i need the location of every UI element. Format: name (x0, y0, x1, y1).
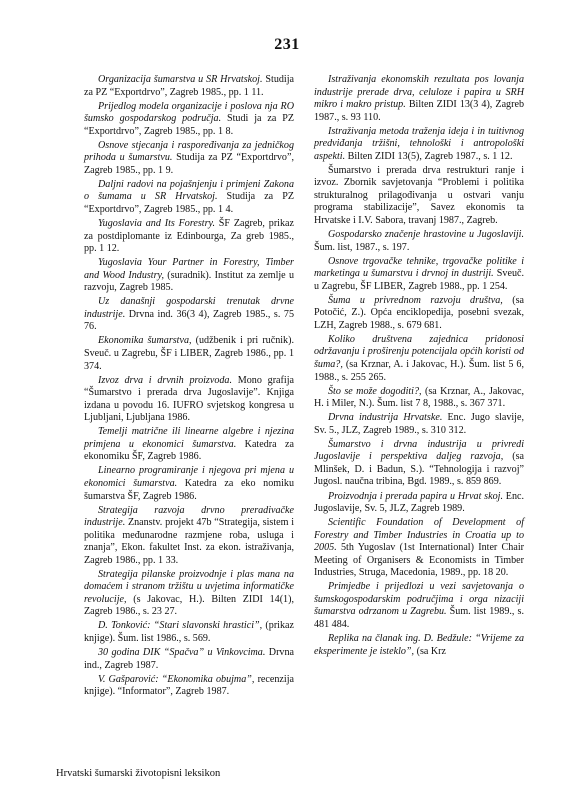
entry-title: Daljni radovi na pojašnjenju i primjeni Zakona o šumama u SR Hrvatskoj. (84, 178, 294, 203)
entry-title: Yugoslavia and Its Forestry. (98, 218, 215, 230)
bibliography-entry (314, 581, 524, 631)
entry-title: Primjedbe i prijedlozi u vezi savjetovanja o šumskogospodarskim područjima i orga nizaciji šumarstva odrzanom u Zagrebu. (314, 581, 524, 618)
entry-details: Drvna ind., Zagreb 1987. (84, 647, 295, 671)
entry-title: Proizvodnja i prerada papira u Hrvat skoj. (328, 490, 503, 502)
entry-title: Što se može dogoditi?, (328, 385, 422, 397)
entry-title: Istraživanja metoda traženja ideja i in tuitivnog predviđanja tržišni, tehnološki i antropološki aspekti. (314, 125, 524, 162)
entry-details: (sa Krz (414, 645, 447, 657)
bibliography-entry (314, 295, 524, 333)
entry-title: Yugoslavia Your Partner in Forestry, Timber and Wood Industry, (84, 257, 294, 281)
entry-details: recenzija knjige). “Informator”, Zagreb 1987. (84, 673, 294, 698)
entry-details: (prikaz knjige). Šum. list 1986., s. 569. (84, 620, 294, 645)
entry-details: (sa Krznar, A., Jakovac, H. i Miler, N.). Šum. list 7 8, 1988., s. 367 371. (314, 385, 524, 410)
entry-details: Šumarstvo i prerada drva restrukturi ranje i izvoz. Zbornik savjetovanja “Problemi i politika strukturalnog prilagođivanja u ostvari vanju programa stabilizacije”, Savez ekonomis ta Hrvatske i I.V. Sabora, travanj 1987., Zagreb. (314, 164, 524, 227)
entry-details: Studija za PZ “Exportdrvo”, Zagreb 1985., pp. 1 9. (84, 152, 294, 176)
page-footer: Hrvatski šumarski životopisni leksikon (56, 768, 221, 779)
entry-details: Bilten ZIDI 13(5), Zagreb 1987., s. 1 12. (345, 150, 513, 162)
entry-title: Izvoz drva i drvnih proizvoda. (98, 374, 232, 386)
entry-title: Temelji matrične ili linearne algebre i njezina primjena u ekonomici šumarstva. (84, 426, 294, 450)
entry-title: Strategija pilanske proizvodnje i plas mana na domaćem i stranom tržištu u uvjetima informatičke revolucije, (84, 568, 294, 605)
entry-title: Osnove stjecanja i raspoređivanja za jedničkog prihoda u šumarstvu. (84, 139, 294, 164)
entry-title: Drvna industrija Hrvatske. (328, 412, 443, 424)
bibliography-entry (314, 334, 524, 384)
bibliography-entry (84, 101, 294, 139)
entry-details: Studi ja za PZ “Exportdrvo”, Zagreb 1985., pp. 1 8. (84, 113, 294, 137)
bibliography-entry (84, 426, 294, 464)
bibliography-entry (314, 165, 524, 228)
bibliography-entry (84, 375, 294, 425)
bibliography-entry (84, 296, 294, 334)
entry-details: Studija za PZ “Exportdrvo”, Zagreb 1985., pp. 1 11. (84, 74, 294, 98)
entry-title: Šuma u privrednom razvoju društva, (328, 294, 503, 306)
bibliography-entry (314, 412, 524, 437)
bibliography-entry (84, 74, 294, 99)
entry-details: Mono grafija “Šumarstvo i prerada drva Jugoslavije”. Knjiga izdana u povodu 16. IUFRO svjetskog kongresa u Ljubljani, Ljubljana 1986. (84, 374, 294, 424)
entry-title: Linearno programiranje i njegova pri mjena u ekonomici šumarstva. (84, 465, 294, 489)
bibliography-entry (314, 256, 524, 294)
bibliography-entry (84, 674, 294, 699)
bibliography-entry (314, 439, 524, 489)
entry-details: Katedra za eko nomiku šumarstva ŠF, Zagreb 1986. (84, 477, 294, 502)
entry-details: Katedra za ekonomiku ŠF, Zagreb 1986. (84, 438, 294, 463)
bibliography-entry (314, 517, 524, 580)
entry-title: V. Gašparović: “Ekonomika obujma”, (98, 673, 255, 685)
entry-details: Enc. Jugo slavije, Sv. 5., JLZ, Zagreb 1989., s. 310 312. (314, 412, 524, 436)
bibliography-entry (314, 633, 524, 658)
bibliography-entry (314, 386, 524, 411)
bibliography-entry (314, 491, 524, 516)
entry-details: Drvna ind. 36(3 4), Zagreb 1985., s. 75 76. (84, 308, 294, 333)
entry-details: (s Jakovac, H.). Bilten ZIDI 14(1), Zagreb 1986., s. 23 27. (84, 593, 294, 618)
entry-details: Bilten ZIDI 13(3 4), Zagreb 1987., s. 93 110. (314, 99, 524, 123)
entry-details: 5th Yugoslav (1st International) Inter Chair Meeting of Organisers & Economists in Timber Industries, Struga, Macedonia, 1989., pp. 18 20. (314, 542, 524, 579)
entry-details: ŠF Zagreb, prikaz za postdiplomante iz Edinbourga, Za greb 1985., pp. 1 12. (84, 218, 294, 255)
entry-title: Replika na članak ing. D. Bedžule: “Vrijeme za eksperimente je isteklo”, (314, 633, 524, 657)
bibliography-entry (84, 140, 294, 178)
entry-title: Organizacija šumarstva u SR Hrvatskoj. (98, 74, 263, 85)
bibliography-column-left (84, 74, 294, 700)
bibliography-entry (314, 74, 524, 124)
entry-title: Scientific Foundation of Development of Forestry and Timber Industries in Croatia up to 2005. (314, 517, 524, 554)
entry-details: (sa Potočić, Z.). Opća enciklopedija, posebni svezak, LZH, Zagreb 1988., s. 679 681. (314, 294, 524, 331)
bibliography-entry (84, 569, 294, 619)
entry-title: Šumarstvo i drvna industrija u privredi Jugoslavije i perspektiva daljeg razvoja, (314, 438, 524, 463)
entry-title: Istraživanja ekonomskih rezultata pos lovanja industrije prerade drva, celuloze i papira u SRH mikro i makro pristup. (314, 74, 524, 111)
entry-details: Znanstv. projekt 47b “Strategija, sistem i politika međunarodne razmjene roba, usluga i znanja”, Ekon. fakultet Inst. za ekon. istraživanja, Zagreb 1986., pp. 1 33. (84, 517, 294, 566)
entry-title: Ekonomika šumarstva, (98, 335, 192, 347)
entry-details: (suradnik). Institut za zemlje u razvoju, Zagreb 1985. (84, 269, 295, 294)
bibliography-entry (84, 218, 294, 256)
entry-details: (udžbenik i pri ručnik). Sveuč. u Zagrebu, ŠF i LIBER, Zagreb 1986., pp. 1 374. (84, 335, 294, 372)
bibliography-entry (84, 335, 294, 373)
bibliography-entry (84, 179, 294, 217)
bibliography-entry (314, 229, 524, 254)
entry-title: Prijedlog modela organizacije i poslova nja RO šumsko gospodarskog područja. (84, 100, 294, 125)
bibliography-entry (84, 620, 294, 645)
page-number: 231 (274, 36, 300, 53)
entry-details: Sveuč. u Zagrebu, ŠF LIBER, Zagreb 1988., pp. 1 254. (314, 268, 524, 292)
entry-details: (sa Krznar, A. i Jakovac, H.). Šum. list 5 6, 1988., s. 255 265. (314, 359, 524, 383)
entry-details: Šum. list, 1987., s. 197. (314, 241, 410, 253)
entry-title: Gospodarsko značenje hrastovine u Jugoslaviji. (328, 229, 524, 241)
entry-title: Koliko društvena zajednica pridonosi održavanju i proširenju potencijala općih koristi od šuma?, (314, 333, 524, 371)
entry-details: Enc. Jugoslavije, Sv. 5, JLZ, Zagreb 1989. (314, 490, 524, 515)
bibliography-entry (84, 257, 294, 295)
entry-details: Šum. list 1989., s. 481 484. (314, 606, 524, 630)
entry-title: Strategija razvoja drvno preradivačke industrije. (84, 504, 294, 529)
bibliography-entry (314, 126, 524, 164)
entry-title: Osnove trgovačke tehnike, trgovačke politike i marketinga u šumarstvu i drvnoj in dustriji. (314, 255, 524, 280)
entry-details: (sa Mlinšek, D. i Badun, S.). “Tehnologija i razvoj” Jugosl. naučna tribina, Bgd. 1989., s. 859 869. (314, 451, 524, 488)
bibliography-entry (84, 465, 294, 503)
bibliography-entry (84, 505, 294, 568)
entry-title: D. Tonković: “Stari slavonski hrastici”, (98, 620, 263, 632)
bibliography-entry (84, 647, 294, 672)
bibliography-column-right (314, 74, 524, 660)
entry-title: Uz današnji gospodarski trenutak drvne industrije. (84, 296, 294, 320)
entry-details: Studija za PZ “Exportdrvo”, Zagreb 1985., pp. 1 4. (84, 191, 294, 215)
entry-title: 30 godina DIK “Spačva” u Vinkovcima. (98, 647, 266, 659)
